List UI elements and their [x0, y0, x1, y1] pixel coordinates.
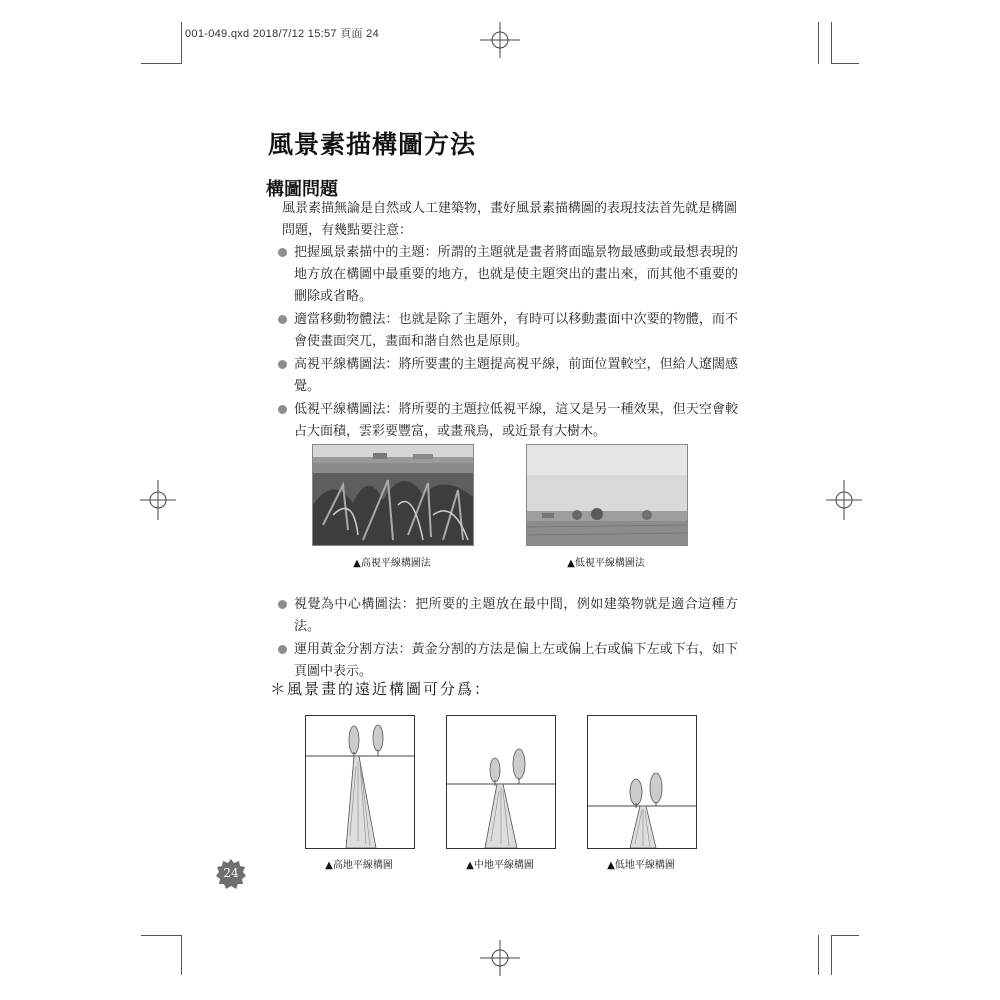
photo-caption: ▲低視平線構圖法 [567, 558, 645, 569]
bullet-dot-icon [278, 645, 287, 654]
registration-mark-icon [480, 940, 520, 976]
registration-mark-icon [480, 22, 520, 58]
sketch-high-horizon [305, 715, 415, 849]
list-item: 運用黃金分割方法：黃金分割的方法是偏上左或偏上右或偏下左或下右，如下頁圖中表示。 [278, 639, 738, 683]
sketch-caption: ▲低地平線構圖 [607, 860, 675, 871]
sketch-caption: ▲高地平線構圖 [325, 860, 393, 871]
bullet-dot-icon [278, 405, 287, 414]
bullet-dot-icon [278, 600, 287, 609]
photo-high-horizon [312, 444, 474, 546]
list-item: 視覺為中心構圖法：把所要的主題放在最中間，例如建築物就是適合這種方法。 [278, 594, 738, 638]
bullet-list-bottom [278, 594, 738, 684]
bullet-list-top [278, 242, 738, 444]
composition-subheading: ＊風景畫的遠近構圖可分爲： [270, 680, 492, 698]
photo-low-horizon [526, 444, 688, 546]
sketch-low-horizon [587, 715, 697, 849]
list-item: 適當移動物體法：也就是除了主題外，有時可以移動畫面中次要的物體，而不會使畫面突兀，畫面和諧自然也是原則。 [278, 309, 738, 353]
bullet-dot-icon [278, 248, 287, 257]
print-slug: 001-049.qxd 2018/7/12 15:57 頁面 24 [185, 28, 379, 40]
list-item: 低視平線構圖法：將所要的主題拉低視平線，這又是另一種效果，但天空會較占大面積，雲彩要豐富，或畫飛鳥，或近景有大樹木。 [278, 399, 738, 443]
photo-caption: ▲高視平線構圖法 [353, 558, 431, 569]
intro-paragraph: 風景素描無論是自然或人工建築物，畫好風景素描構圖的表現技法首先就是構圖問題，有幾點要注意： [282, 201, 738, 238]
registration-mark-icon [826, 480, 862, 520]
page-title: 風景素描構圖方法 [268, 130, 477, 159]
page-number: 24 [223, 866, 239, 880]
list-item: 把握風景素描中的主題：所謂的主題就是畫者將面臨景物最感動或最想表現的地方放在構圖中最重要的地方，也就是使主題突出的畫出來，而其他不重要的刪除或省略。 [278, 242, 738, 308]
list-item: 高視平線構圖法：將所要畫的主題提高視平線，前面位置較空，但給人遼闊感覺。 [278, 354, 738, 398]
registration-mark-icon [140, 480, 176, 520]
sketch-middle-horizon [446, 715, 556, 849]
section-heading: 構圖問題 [266, 179, 338, 200]
bullet-dot-icon [278, 360, 287, 369]
sketch-caption: ▲中地平線構圖 [466, 860, 534, 871]
bullet-dot-icon [278, 315, 287, 324]
